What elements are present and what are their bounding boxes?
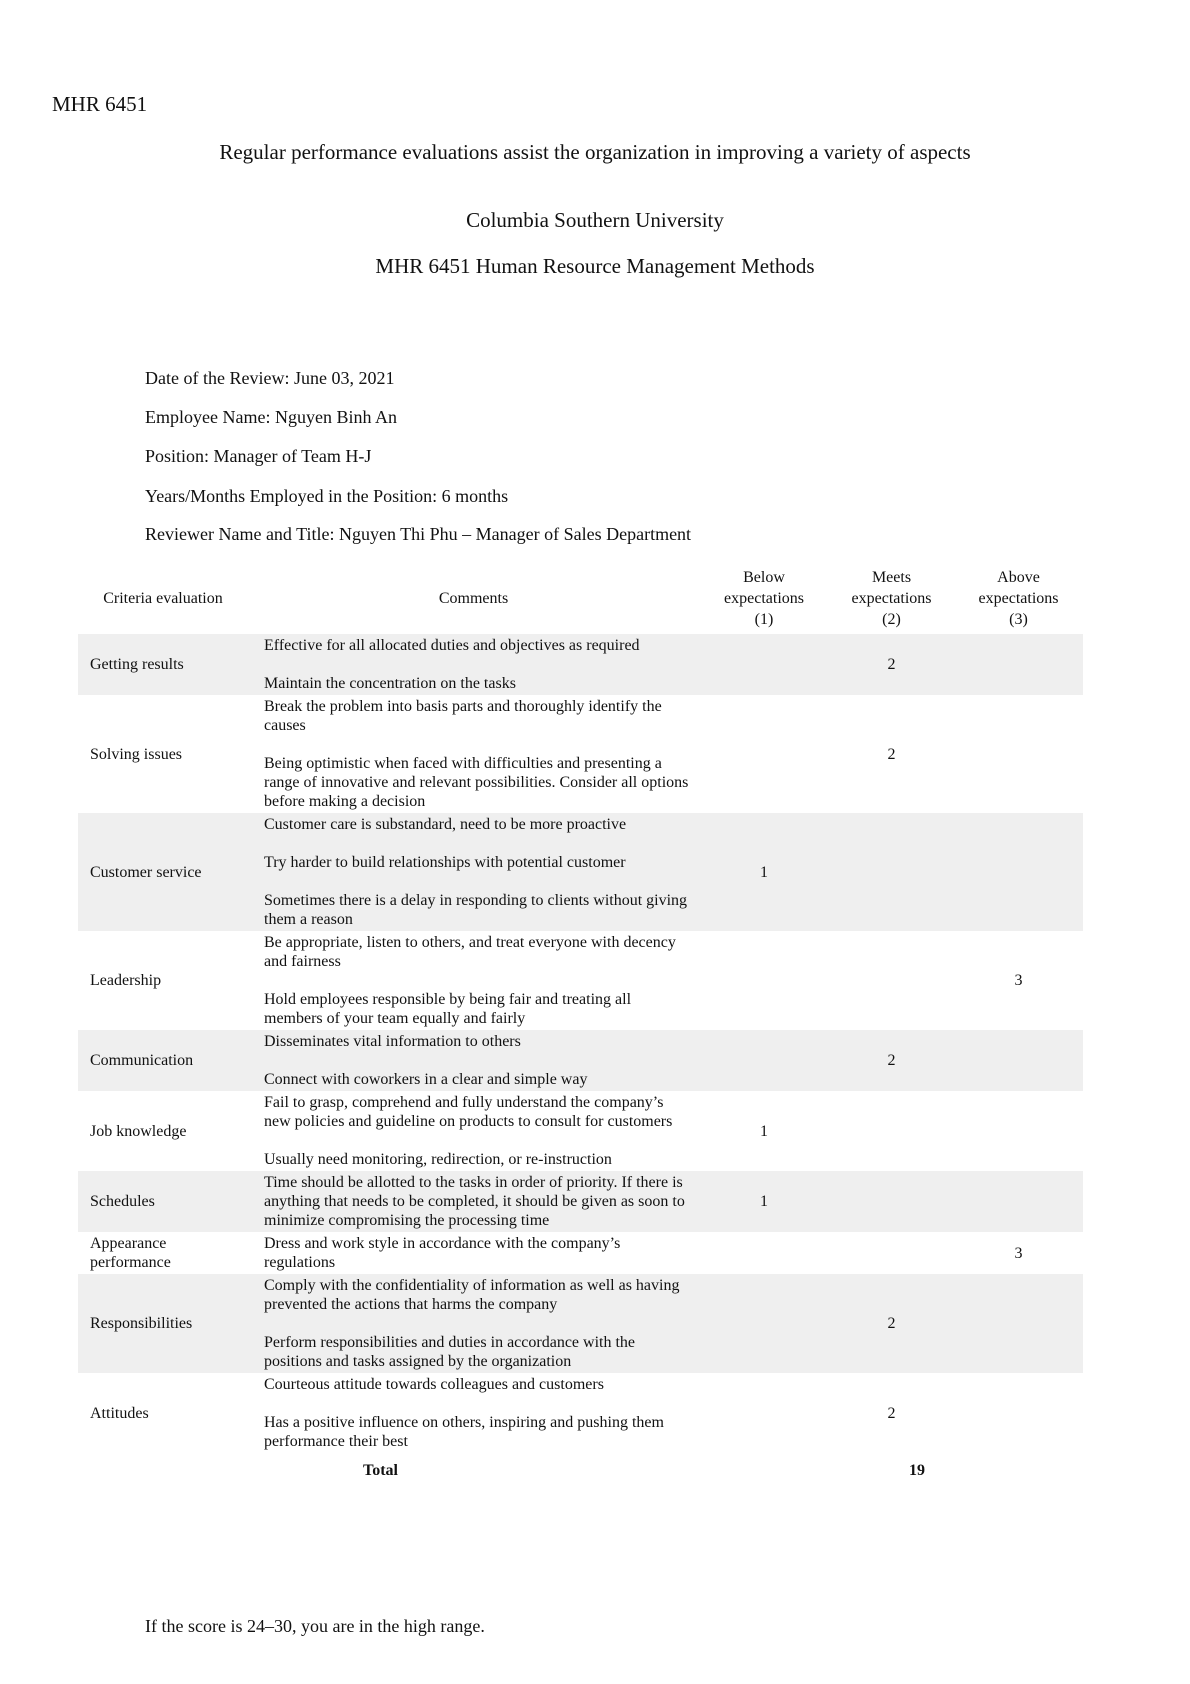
review-date: Date of the Review: June 03, 2021 — [145, 368, 395, 388]
reviewer-name: Reviewer Name and Title: Nguyen Thi Phu – Manager of Sales Department — [145, 524, 692, 544]
header-criteria: Criteria evaluation — [103, 590, 223, 607]
table-row — [78, 1232, 1083, 1274]
total-row — [78, 1453, 1083, 1482]
score-above — [954, 1274, 1083, 1373]
comment-text: Being optimistic when faced with difficulties and presenting a range of innovative and relevant possibilities. Consider all options before making a decision — [264, 755, 689, 810]
score-meets: 2 — [887, 1404, 896, 1422]
score-below — [699, 634, 829, 695]
comment-text: Comply with the confidentiality of information as well as having prevented the actions that harms the company — [264, 1277, 680, 1313]
criteria-cell: Attitudes — [90, 1404, 149, 1422]
score-above — [954, 1171, 1083, 1232]
header-above: Above expectations (3) — [978, 569, 1059, 628]
comments-cell — [248, 1091, 699, 1171]
criteria-cell: Appearance performance — [90, 1235, 171, 1271]
university-name: Columbia Southern University — [466, 208, 724, 232]
header-comments: Comments — [438, 590, 509, 607]
criteria-cell: Communication — [78, 1030, 248, 1091]
score-meets — [829, 931, 954, 1030]
comment-text: Connect with coworkers in a clear and simple way — [264, 1071, 588, 1088]
comment-text: Customer care is substandard, need to be more proactive — [264, 816, 627, 833]
score-meets: 2 — [829, 634, 954, 695]
score-below — [699, 1274, 829, 1373]
header-below: Below expectations (1) — [724, 569, 804, 628]
table-row — [78, 1091, 1083, 1171]
comment-text: Effective for all allocated duties and objectives as required — [264, 637, 640, 654]
evaluation-table — [78, 563, 1083, 1482]
course-name: MHR 6451 Human Resource Management Methods — [375, 254, 815, 278]
criteria-cell: Customer service — [78, 813, 248, 931]
score-above — [954, 695, 1083, 813]
table-row — [78, 695, 1083, 813]
score-above: 3 — [1014, 972, 1023, 989]
comment-text: Perform responsibilities and duties in accordance with the positions and tasks assigned by the organization — [264, 1334, 636, 1370]
score-meets: 2 — [829, 1274, 954, 1373]
criteria-cell: Leadership — [90, 972, 162, 989]
comment-text: Courteous attitude towards colleagues and customers — [264, 1376, 604, 1393]
comments-cell — [248, 1030, 699, 1091]
comment-text: Has a positive influence on others, inspiring and pushing them performance their best — [264, 1414, 664, 1450]
comments-cell — [248, 813, 699, 931]
score-meets: 2 — [829, 1030, 954, 1091]
score-below: 1 — [760, 1122, 768, 1140]
total-label: Total — [363, 1462, 398, 1479]
table-row — [78, 813, 1083, 931]
score-range-note: If the score is 24–30, you are in the high range. — [145, 1616, 485, 1636]
table-header-row — [78, 563, 1083, 634]
score-above: 3 — [1014, 1244, 1023, 1262]
score-above — [954, 1030, 1083, 1091]
criteria-cell: Schedules — [78, 1171, 248, 1232]
comment-text: Be appropriate, listen to others, and treat everyone with decency and fairness — [264, 934, 676, 970]
criteria-cell: Job knowledge — [90, 1122, 187, 1140]
comment-text: Dress and work style in accordance with the company’s regulations — [264, 1235, 621, 1271]
comment-text: Break the problem into basis parts and thoroughly identify the causes — [264, 698, 662, 734]
table-row — [78, 1030, 1083, 1091]
comment-text: Maintain the concentration on the tasks — [264, 675, 516, 692]
score-below: 1 — [699, 1171, 829, 1232]
score-meets — [829, 813, 954, 931]
score-below — [699, 1030, 829, 1091]
score-below: 1 — [699, 813, 829, 931]
comment-text: Disseminates vital information to others — [264, 1033, 521, 1050]
criteria-cell: Responsibilities — [78, 1274, 248, 1373]
document-title: Regular performance evaluations assist the organization in improving a variety of aspects — [219, 140, 971, 164]
comments-cell — [248, 931, 699, 1030]
employee-name: Employee Name: Nguyen Binh An — [145, 407, 397, 427]
criteria-cell: Getting results — [78, 634, 248, 695]
comment-text: Hold employees responsible by being fair and treating all members of your team equally and fairly — [264, 991, 632, 1027]
score-meets — [829, 1171, 954, 1232]
comment-text: Usually need monitoring, redirection, or re-instruction — [264, 1151, 612, 1168]
course-code: MHR 6451 — [52, 92, 148, 116]
comments-cell — [248, 1274, 699, 1373]
table-row — [78, 1171, 1083, 1232]
comment-text: Time should be allotted to the tasks in order of priority. If there is anything that needs to be completed, it should be given as soon to minimize compromising the processing time — [264, 1174, 685, 1229]
score-above — [954, 813, 1083, 931]
comments-cell — [248, 1232, 699, 1274]
score-above — [954, 634, 1083, 695]
comments-cell — [248, 634, 699, 695]
total-value: 19 — [909, 1462, 925, 1479]
score-below — [699, 695, 829, 813]
score-below — [699, 1373, 829, 1453]
table-row — [78, 634, 1083, 695]
table-row — [78, 1373, 1083, 1453]
criteria-cell: Solving issues — [90, 745, 183, 763]
table-row — [78, 931, 1083, 1030]
score-meets: 2 — [887, 745, 896, 763]
comments-cell — [248, 695, 699, 813]
employee-position: Position: Manager of Team H-J — [145, 446, 372, 466]
score-meets — [829, 1091, 954, 1171]
comment-text: Sometimes there is a delay in responding to clients without giving them a reason — [264, 892, 688, 928]
employment-tenure: Years/Months Employed in the Position: 6 months — [145, 486, 509, 506]
score-above — [954, 1373, 1083, 1453]
score-meets — [829, 1232, 954, 1274]
score-above — [954, 1091, 1083, 1171]
score-below — [699, 931, 829, 1030]
score-below — [699, 1232, 829, 1274]
comment-text: Try harder to build relationships with potential customer — [264, 854, 626, 871]
comments-cell — [248, 1171, 699, 1232]
comments-cell — [248, 1373, 699, 1453]
comment-text: Fail to grasp, comprehend and fully understand the company’s new policies and guideline on products to consult for customers — [264, 1094, 673, 1130]
header-meets: Meets expectations (2) — [851, 569, 932, 628]
table-row — [78, 1274, 1083, 1373]
